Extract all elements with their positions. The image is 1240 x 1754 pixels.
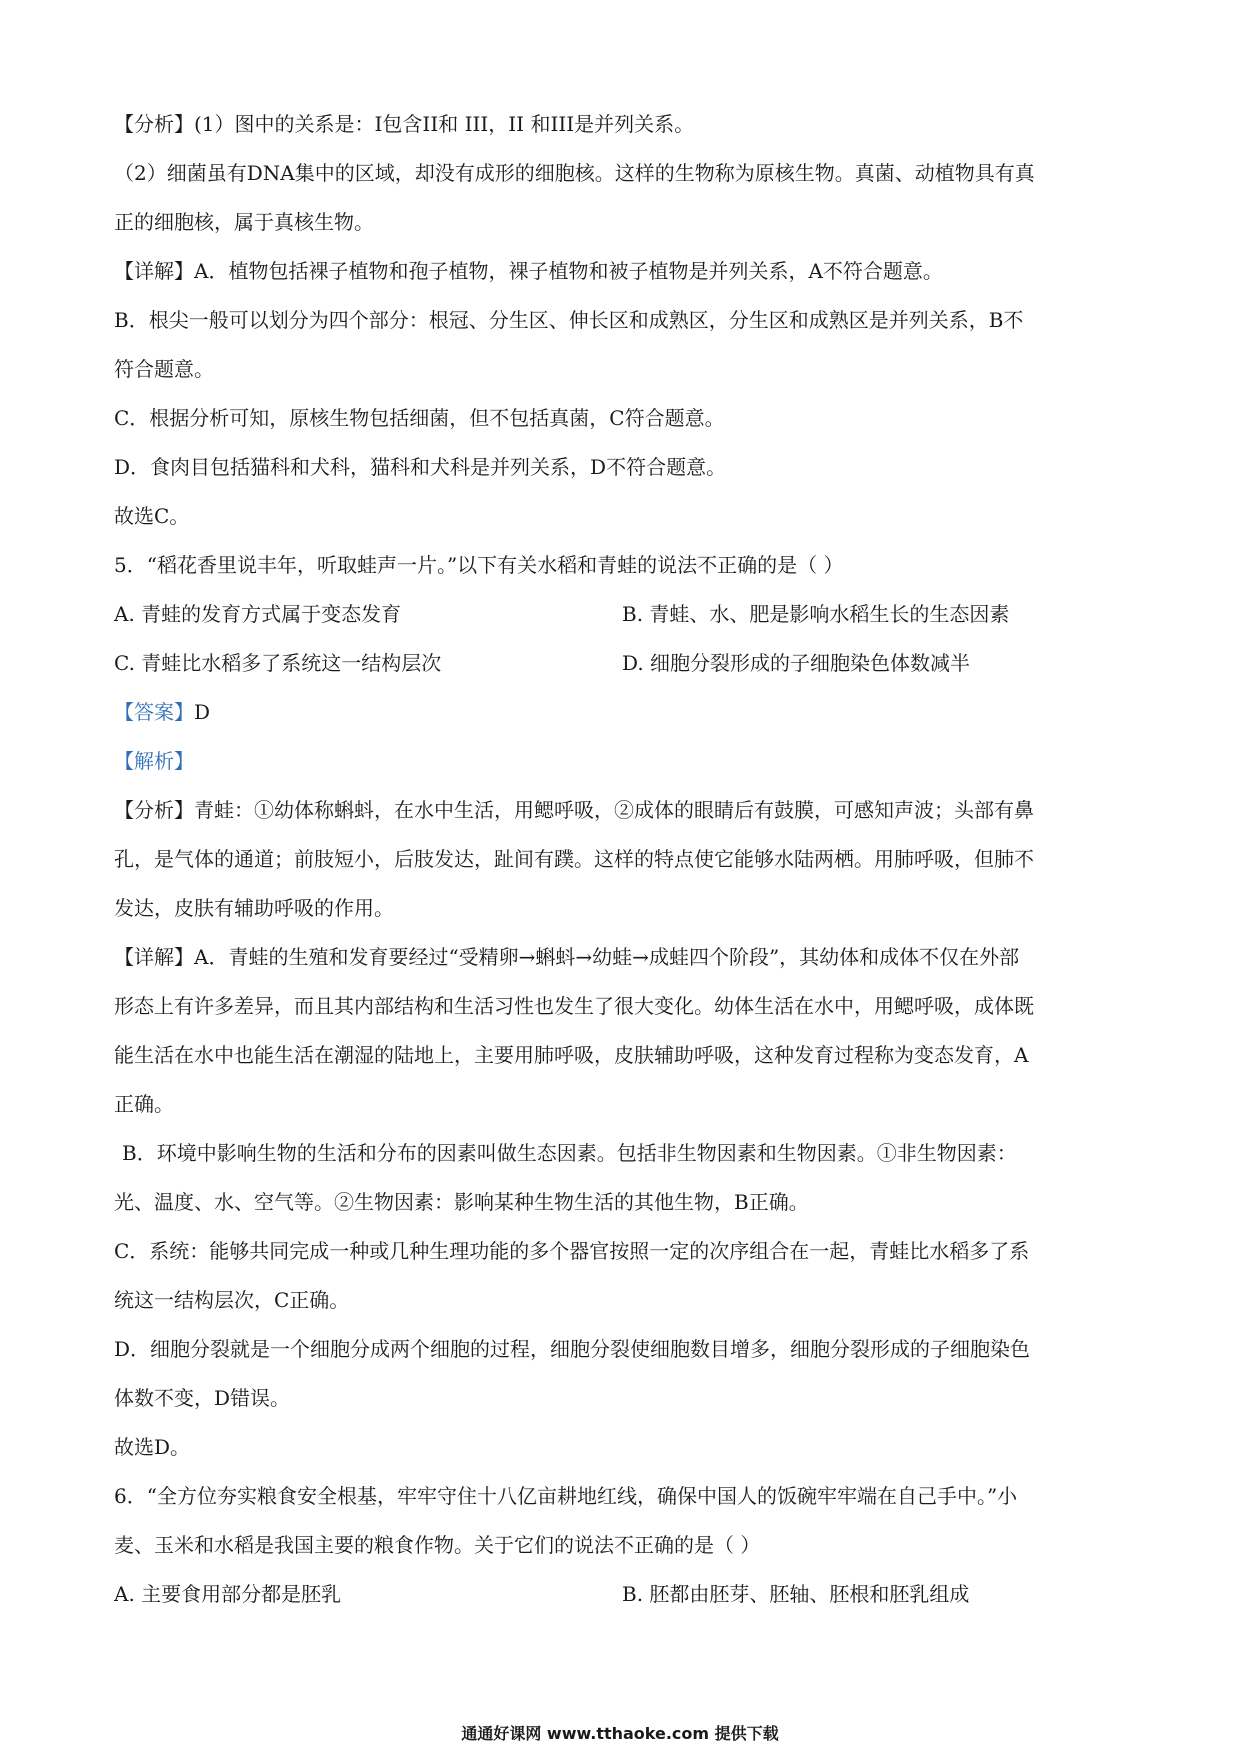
- q5-detail-line-9: D．细胞分裂就是一个细胞分成两个细胞的过程，细胞分裂使细胞数目增多，细胞分裂形成的子细胞染色: [114, 1337, 1031, 1361]
- detail-tag: 【详解】: [114, 945, 194, 969]
- q5-detail-line-7: C．系统：能够共同完成一种或几种生理功能的多个器官按照一定的次序组合在一起，青蛙比水稻多了系: [114, 1239, 1030, 1263]
- q5-detail-line-6: 光、温度、水、空气等。②生物因素：影响某种生物生活的其他生物，B正确。: [114, 1190, 809, 1214]
- q5-analysis-line-3: 发达，皮肤有辅助呼吸的作用。: [114, 896, 394, 920]
- question-6-stem-line-1: 6．“全方位夯实粮食安全根基，牢牢守住十八亿亩耕地红线，确保中国人的饭碗牢牢端在自己手中。”小: [114, 1484, 1018, 1508]
- page-footer: 通通好课网 www.tthaoke.com 提供下载: [461, 1724, 779, 1743]
- q5-detail-line-3: 能生活在水中也能生活在潮湿的陆地上，主要用肺呼吸，皮肤辅助呼吸，这种发育过程称为变态发育，A: [114, 1043, 1029, 1067]
- option-a: A. 青蛙的发育方式属于变态发育: [114, 602, 402, 626]
- q5-detail-line-4: 正确。: [114, 1092, 174, 1116]
- question-5-options-row-2: [114, 639, 1134, 688]
- question-6-options-row-1: [114, 1570, 1134, 1619]
- question-5-stem: 5．“稻花香里说丰年，听取蛙声一片。”以下有关水稻和青蛙的说法不正确的是（ ）: [114, 553, 844, 577]
- conclusion-line: 故选C。: [114, 504, 190, 528]
- option-b: B. 胚都由胚芽、胚轴、胚根和胚乳组成: [622, 1582, 970, 1606]
- option-c: C. 青蛙比水稻多了系统这一结构层次: [114, 651, 442, 675]
- q5-analysis-line-1: 【分析】青蛙：①幼体称蝌蚪，在水中生活，用鳃呼吸，②成体的眼睛后有鼓膜，可感知声波；头部有鼻: [114, 798, 1034, 822]
- q5-conclusion-line: 故选D。: [114, 1435, 191, 1459]
- analysis-line-2: （2）细菌虽有DNA集中的区域，却没有成形的细胞核。这样的生物称为原核生物。真菌、动植物具有真: [114, 161, 1035, 185]
- option-d: D. 细胞分裂形成的子细胞染色体数减半: [622, 651, 971, 675]
- analysis-line-3: 正的细胞核，属于真核生物。: [114, 210, 374, 234]
- detail-line-4: C．根据分析可知，原核生物包括细菌，但不包括真菌，C符合题意。: [114, 406, 725, 430]
- option-b: B. 青蛙、水、肥是影响水稻生长的生态因素: [622, 602, 1010, 626]
- answer-line: [114, 688, 1134, 737]
- detail-line-3: 符合题意。: [114, 357, 214, 381]
- analysis-line-1: 【分析】(1）图中的关系是：I包含II和 III，II 和III是并列关系。: [114, 112, 695, 136]
- option-a: A. 主要食用部分都是胚乳: [114, 1582, 342, 1606]
- explanation-tag: 【解析】: [114, 749, 194, 773]
- document-body: [114, 100, 1134, 1619]
- answer-value: D: [194, 700, 211, 724]
- detail-line-5: D．食肉目包括猫科和犬科，猫科和犬科是并列关系，D不符合题意。: [114, 455, 727, 479]
- detail-line-2: B．根尖一般可以划分为四个部分：根冠、分生区、伸长区和成熟区，分生区和成熟区是并列关系，B不: [114, 308, 1024, 332]
- analysis-tag: 【分析】: [114, 798, 194, 822]
- q5-detail-line-8: 统这一结构层次，C正确。: [114, 1288, 350, 1312]
- q5-detail-line-1: 【详解】A．青蛙的生殖和发育要经过“受精卵→蝌蚪→幼蛙→成蛙四个阶段”，其幼体和成体不仅在外部: [114, 945, 1020, 969]
- detail-line-1: 【详解】A．植物包括裸子植物和孢子植物，裸子植物和被子植物是并列关系，A不符合题意。: [114, 259, 943, 283]
- q5-detail-line-5: B．环境中影响生物的生活和分布的因素叫做生态因素。包括非生物因素和生物因素。①非生物因素：: [122, 1141, 1017, 1165]
- analysis-tag: 【分析】: [114, 112, 194, 136]
- q5-analysis-line-2: 孔，是气体的通道；前肢短小，后肢发达，趾间有蹼。这样的特点使它能够水陆两栖。用肺呼吸，但肺不: [114, 847, 1034, 871]
- detail-tag: 【详解】: [114, 259, 194, 283]
- question-5-options-row-1: [114, 590, 1134, 639]
- answer-tag: 【答案】: [114, 700, 194, 724]
- q5-detail-line-2: 形态上有许多差异，而且其内部结构和生活习性也发生了很大变化。幼体生活在水中，用鳃呼吸，成体既: [114, 994, 1034, 1018]
- question-6-stem-line-2: 麦、玉米和水稻是我国主要的粮食作物。关于它们的说法不正确的是（ ）: [114, 1533, 761, 1557]
- q5-detail-line-10: 体数不变，D错误。: [114, 1386, 291, 1410]
